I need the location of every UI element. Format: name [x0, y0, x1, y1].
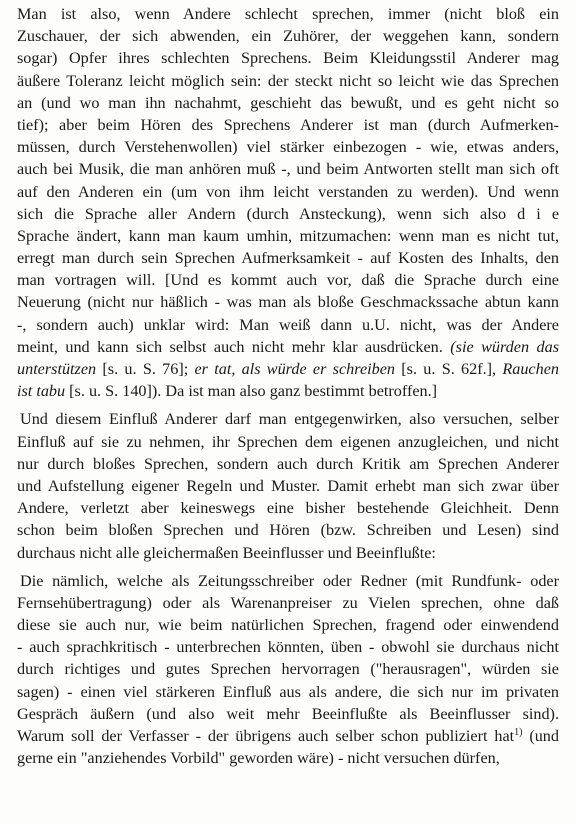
text-segment: [s. u. S. 62f.], — [395, 360, 503, 378]
text-segment: sagen) - einen viel stärkeren Einfluß aus als andere, die sich nur im privaten — [17, 682, 559, 701]
text-segment: tief); aber beim Hören des Sprechens Anderer ist man (durch Aufmerken- — [17, 115, 559, 134]
text-line — [17, 114, 559, 136]
text-segment: man vortragen will. [Und es kommt auch vor, daß die Sprache durch eine — [17, 271, 559, 290]
text-line — [17, 358, 559, 380]
text-segment: durch richtiges und gutes Sprechen hervorragen ("herausragen", würden sie — [17, 660, 559, 679]
text-segment: äußere Toleranz leicht möglich sein: der steckt nicht so leicht wie das Sprechen — [17, 71, 559, 90]
text-line — [17, 136, 559, 158]
text-segment: erregt man durch sein Sprechen Aufmerksamkeit - auf Kosten des Inhalts, den — [17, 249, 559, 268]
text-segment: Die nämlich, welche als Zeitungsschreiber oder Redner (mit Rundfunk- oder — [20, 571, 559, 590]
text-segment: schon beim bloßen Sprechen und Hören (bzw. Schreiben und Lesen) sind — [17, 521, 559, 540]
text-line — [17, 681, 559, 703]
text-segment: Man ist also, wenn Andere schlecht sprechen, immer (nicht bloß ein — [17, 5, 559, 23]
text-line — [17, 497, 559, 519]
text-segment: durchaus nicht alle gleichermaßen Beeinflusser und Beeinflußte: — [17, 543, 436, 562]
paragraph — [17, 3, 559, 402]
italic-text: ist tabu — [17, 382, 66, 401]
italic-text: (sie würden das — [450, 337, 559, 356]
text-line — [17, 431, 559, 453]
text-segment: Andere, verletzt aber keineswegs eine bisher bestehende Gleichheit. Denn — [17, 499, 559, 518]
text-line — [17, 519, 559, 541]
footnote-marker: 1) — [514, 727, 523, 738]
text-segment: an (und wo man ihn nachahmt, geschieht das bewußt, und es geht nicht so — [17, 93, 559, 112]
text-line — [17, 269, 559, 291]
text-line — [17, 158, 559, 180]
italic-text: er tat, als würde er schreiben — [194, 360, 396, 378]
text-segment: auch bei Musik, die man anhören muß -, und beim Antworten stellt man sich oft — [17, 160, 559, 179]
text-line — [17, 314, 559, 336]
text-segment: Gespräch äußern (und also weit mehr Beeinflußte als Beeinflusser sind). — [17, 704, 559, 723]
text-line — [17, 3, 559, 25]
text-line — [17, 747, 559, 769]
text-line — [17, 658, 559, 680]
text-segment: Einfluß auf sie zu nehmen, ihr Sprechen dem eigenen anzugleichen, und nicht — [17, 432, 559, 451]
text-line — [17, 636, 559, 658]
text-line — [17, 380, 559, 402]
text-segment: Und diesem Einfluß Anderer darf man entgegenwirken, also versuchen, selber — [20, 410, 559, 429]
text-segment: nur durch bloßes Sprechen, sondern auch durch Kritik am Sprechen Anderer — [17, 454, 559, 473]
text-segment: [s. u. S. 76]; — [96, 360, 195, 378]
text-segment: gerne ein "anziehendes Vorbild" geworden wäre) - nicht versuchen dürfen, — [17, 749, 500, 768]
text-line — [17, 225, 559, 247]
text-segment: meint, und kann sich selbst auch nicht mehr klar ausdrücken. — [17, 337, 451, 356]
body-text — [17, 3, 559, 769]
text-line — [17, 614, 559, 636]
paragraph — [17, 408, 559, 563]
text-segment: [s. u. S. 140]). Da ist man also ganz bestimmt betroffen.] — [65, 382, 438, 401]
text-line — [17, 725, 559, 747]
text-line — [17, 408, 559, 430]
text-segment: Sprache ändert, kann man kaum umhin, mitzumachen: wenn man es nicht tut, — [17, 226, 559, 245]
italic-text: unterstützen — [17, 360, 97, 378]
text-line — [17, 70, 559, 92]
text-segment: Fernsehübertragung) oder als Warenanpreiser zu Vielen sprechen, ohne daß — [17, 593, 559, 612]
text-line — [17, 703, 559, 725]
text-segment: Warum soll der Verfasser - der übrigens auch selber schon publiziert hat — [17, 727, 515, 745]
text-segment: Zuschauer, der sich abwenden, ein Zuhörer, der weggehen kann, sondern — [17, 27, 559, 46]
text-line — [17, 542, 559, 564]
text-segment: und Aufstellung eigener Regeln und Muster. Damit erhebt man sich zwar über — [17, 476, 559, 495]
text-line — [17, 92, 559, 114]
text-line — [17, 291, 559, 313]
text-line — [17, 247, 559, 269]
italic-text: Rauchen — [502, 360, 559, 378]
text-line — [17, 336, 559, 358]
paragraph — [17, 570, 559, 770]
text-segment: sich die Sprache aller Andern (durch Ansteckung), wenn sich also d i e — [17, 204, 559, 223]
text-segment: diese sie auch nur, wie beim natürlichen Sprechen, fragend oder einwendend — [17, 616, 559, 635]
text-line — [17, 181, 559, 203]
text-segment: müssen, durch Verstehenwollen) viel stärker einbezogen - wie, etwas anders, — [17, 138, 559, 157]
text-segment: - auch sprachkritisch - unterbrechen könnten, üben - obwohl sie durchaus nicht — [17, 638, 559, 657]
text-segment: -, sondern auch) unklar wird: Man weiß dann u.U. nicht, was der Andere — [17, 315, 559, 334]
text-segment: Neuerung (nicht nur häßlich - was man als bloße Geschmackssache abtun kann — [17, 293, 559, 312]
text-segment: auf den Anderen ein (um von ihm leicht verstanden zu werden). Und wenn — [17, 182, 559, 201]
text-line — [17, 203, 559, 225]
text-segment: sogar) Opfer ihres schlechten Sprechens. Beim Kleidungsstil Anderer mag — [17, 49, 559, 68]
text-line — [17, 25, 559, 47]
text-line — [17, 47, 559, 69]
text-line — [17, 570, 559, 592]
text-line — [17, 592, 559, 614]
text-segment: (und — [522, 727, 559, 745]
text-line — [17, 453, 559, 475]
text-line — [17, 475, 559, 497]
